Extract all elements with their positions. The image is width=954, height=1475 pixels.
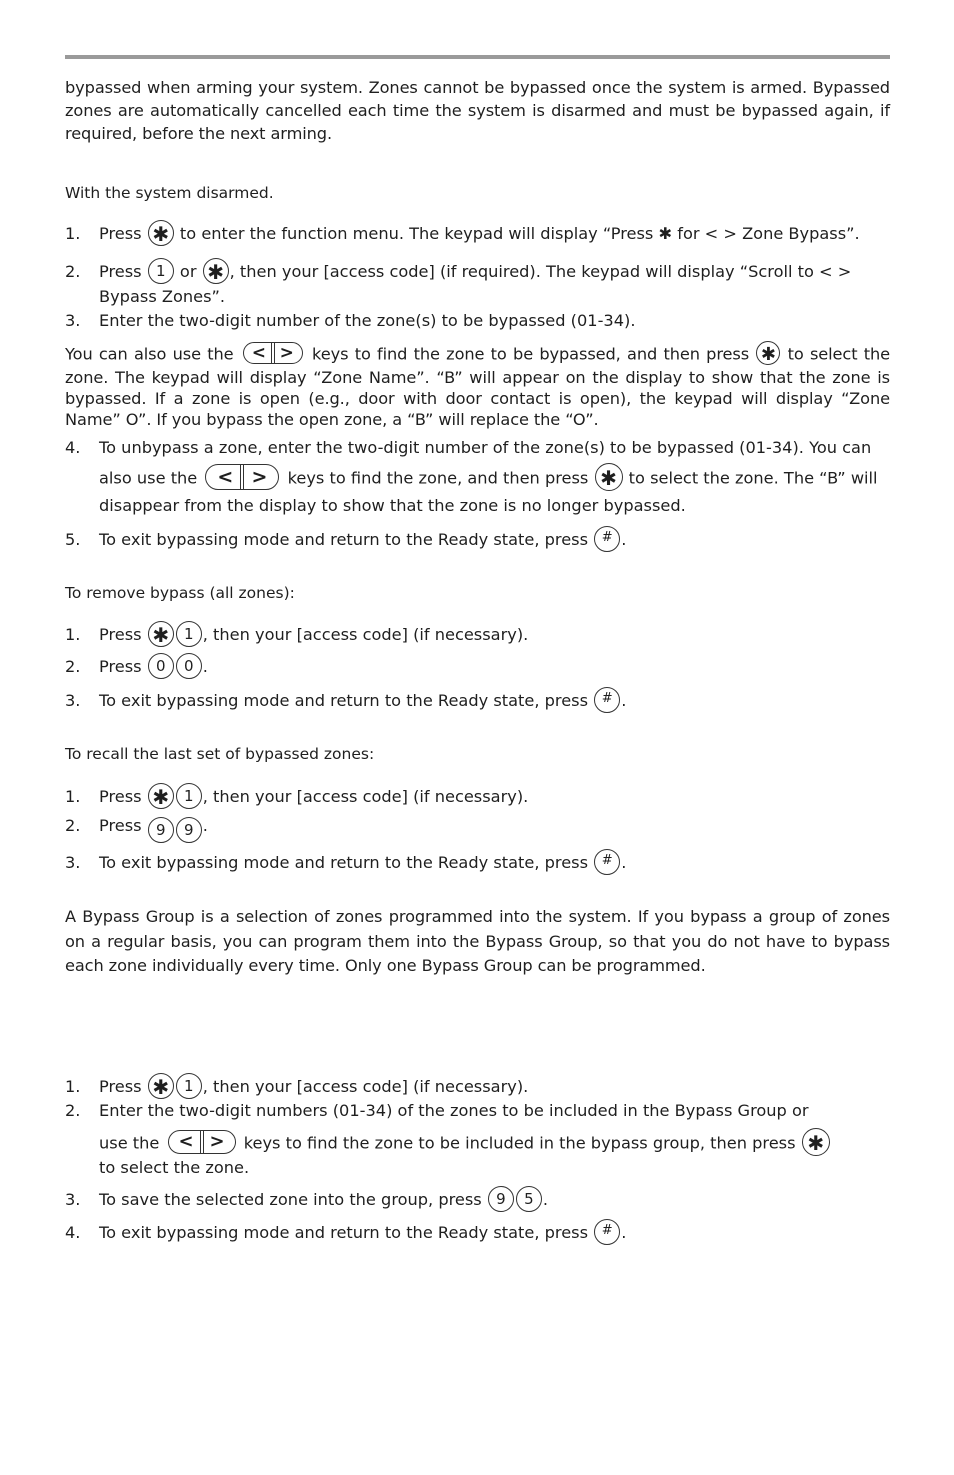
star-key-icon: ✱ — [595, 463, 623, 491]
arrow-keys-icon: < > — [205, 464, 279, 490]
five-key-icon: 5 — [516, 1186, 542, 1212]
hash-key-icon: # — [594, 526, 620, 552]
star-key-icon: ✱ — [756, 341, 780, 365]
one-key-icon: 1 — [176, 1073, 202, 1099]
nine-key-icon: 9 — [148, 817, 174, 843]
recall-lead: To recall the last set of bypassed zones: — [65, 745, 375, 763]
one-key-icon: 1 — [176, 783, 202, 809]
zero-key-icon: 0 — [176, 653, 202, 679]
star-key-icon: ✱ — [148, 621, 174, 647]
star-key-icon: ✱ — [203, 258, 229, 284]
bypass-note: You can also use the < > keys to find the zone to be bypassed, and then press ✱ to select the zone. The keypad will display “Zone Name”. “B” will appear on the display to show that the zone is bypassed. If a zone is open (e.g., door with door contact is open), the keypad will display “Zone Name” O”. If you bypass the open zone, a “B” will replace the “O”. — [65, 343, 890, 429]
group-paragraph: A Bypass Group is a selection of zones programmed into the system. If you bypass a group of zones on a regular basis, you can program them into the Bypass Group, so that you do not have to bypass each zone individually every time. Only one Bypass Group can be programmed. — [65, 907, 890, 975]
remove-lead: To remove bypass (all zones): — [65, 584, 295, 602]
nine-key-icon: 9 — [176, 817, 202, 843]
one-key-icon: 1 — [176, 621, 202, 647]
star-key-icon: ✱ — [802, 1128, 830, 1156]
star-key-icon: ✱ — [148, 783, 174, 809]
star-symbol-icon: ✱ — [658, 224, 673, 243]
star-key-icon: ✱ — [148, 220, 174, 246]
hash-key-icon: # — [594, 849, 620, 875]
intro-paragraph: bypassed when arming your system. Zones cannot be bypassed once the system is armed. Bypassed zones are automatically cancelled each time the system is disarmed and must be bypassed again, if required, before the next arming. — [65, 78, 890, 143]
zero-key-icon: 0 — [148, 653, 174, 679]
bypass-lead: With the system disarmed. — [65, 184, 274, 202]
arrow-keys-icon: < > — [168, 1130, 236, 1154]
arrow-keys-icon: < > — [243, 342, 303, 364]
hash-key-icon: # — [594, 687, 620, 713]
one-key-icon: 1 — [148, 258, 174, 284]
nine-key-icon: 9 — [488, 1186, 514, 1212]
top-rule — [65, 55, 890, 59]
hash-key-icon: # — [594, 1219, 620, 1245]
star-key-icon: ✱ — [148, 1073, 174, 1099]
